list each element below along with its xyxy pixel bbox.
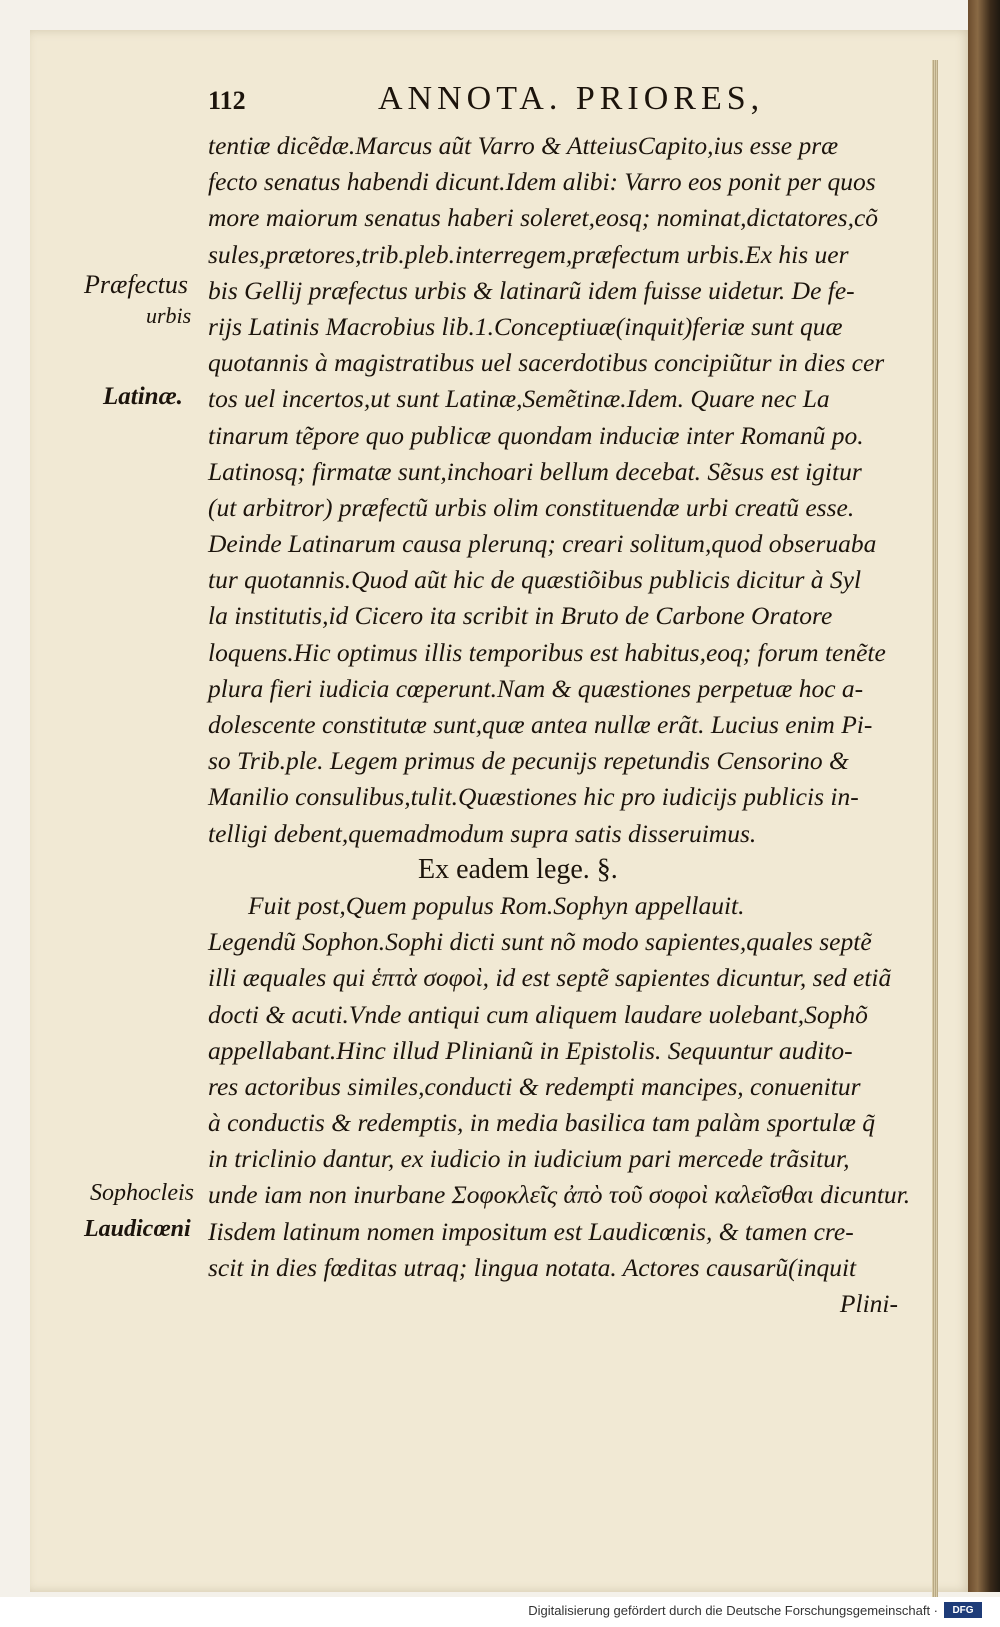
text-line: Latinosq; firmatæ sunt,inchoari bellum decebat. Sẽsus est igitur bbox=[208, 456, 862, 486]
text-line: unde iam non inurbane Σοφοκλεῖς ἀπὸ τοῦ σοφοὶ καλεῖσθαι dicuntur. bbox=[208, 1180, 911, 1210]
text-line: Manilio consulibus,tulit.Quæstiones hic pro iudicijs publicis in- bbox=[208, 782, 859, 812]
text-line: tos uel incertos,ut sunt Latinæ,Semẽtinæ.Idem. Quare nec La bbox=[208, 384, 830, 414]
text-line: illi æquales qui ἑπτὰ σοφοὶ, id est septẽ sapientes dicuntur, sed etiã bbox=[208, 963, 892, 993]
footer-bar bbox=[0, 1597, 1000, 1627]
text-line: à conductis & redemptis, in media basilica tam palàm sportulæ q̃ bbox=[208, 1108, 875, 1138]
catchword: Plini- bbox=[839, 1289, 898, 1318]
page-edge bbox=[932, 60, 938, 1622]
text-line: la institutis,id Cicero ita scribit in Bruto de Carbone Oratore bbox=[208, 601, 833, 631]
text-line: Legendũ Sophon.Sophi dicti sunt nõ modo sapientes,quales septẽ bbox=[208, 927, 872, 957]
text-line: tentiæ dicẽdæ.Marcus aũt Varro & AtteiusCapito,ius esse præ bbox=[208, 131, 839, 160]
text-line: scit in dies fœditas utraq; lingua notata. Actores causarũ(inquit bbox=[208, 1252, 857, 1282]
book-binding bbox=[968, 0, 1000, 1592]
lemma-line: Fuit post,Quem populus Rom.Sophyn appellauit. bbox=[248, 890, 745, 920]
text-line: Deinde Latinarum causa plerunq; creari solitum,quod obseruaba bbox=[208, 529, 877, 559]
text-line: loquens.Hic optimus illis temporibus est habitus,eoq; forum tenẽte bbox=[208, 637, 886, 667]
body-text bbox=[208, 128, 911, 1322]
text-line: appellabant.Hinc illud Plinianũ in Epistolis. Sequuntur audito- bbox=[208, 1035, 853, 1065]
text-line: fecto senatus habendi dicunt.Idem alibi: Varro eos ponit per quos bbox=[208, 167, 876, 197]
text-line: in triclinio dantur, ex iudicio in iudicium pari mercede trãsitur, bbox=[208, 1144, 850, 1174]
page-header bbox=[208, 80, 908, 124]
text-line: tur quotannis.Quod aũt hic de quæstiõibus publicis dicitur à Syl bbox=[208, 565, 862, 595]
page-number: 112 bbox=[208, 86, 246, 115]
margin-note-sophocleis: Sophocleis bbox=[90, 1180, 194, 1206]
text-line: rijs Latinis Macrobius lib.1.Conceptiuæ(inquit)feriæ sunt quæ bbox=[208, 311, 843, 341]
text-line: docti & acuti.Vnde antiqui cum aliquem laudare uolebant,Sophõ bbox=[208, 999, 868, 1029]
margin-note-latinae: Latinæ. bbox=[103, 383, 183, 410]
text-line: res actoribus similes,conducti & redempti mancipes, conuenitur bbox=[208, 1071, 861, 1101]
text-line: quotannis à magistratibus uel sacerdotibus concipiũtur in dies cer bbox=[208, 348, 885, 378]
text-line: Iisdem latinum nomen impositum est Laudicœnis, & tamen cre- bbox=[208, 1216, 854, 1246]
text-line: tinarum tẽpore quo publicæ quondam induciæ inter Romanũ po. bbox=[208, 420, 864, 450]
running-head: ANNOTA. PRIORES, bbox=[378, 80, 765, 117]
margin-note-praefectus: Præfectus bbox=[84, 270, 188, 299]
text-line: dolescente constitutæ sunt,quæ antea nullæ erãt. Lucius enim Pi- bbox=[208, 710, 873, 739]
text-line: more maiorum senatus haberi soleret,eosq; nominat,dictatores,cõ bbox=[208, 203, 879, 233]
text-line: so Trib.ple. Legem primus de pecunijs repetundis Censorino & bbox=[208, 746, 849, 776]
text-line: sules,prætores,trib.pleb.interregem,præfectum urbis.Ex his uer bbox=[208, 239, 849, 269]
text-line: bis Gellij præfectus urbis & latinarũ idem fuisse uidetur. De fe- bbox=[208, 275, 855, 305]
footer-credit: Digitalisierung gefördert durch die Deutsche Forschungsgemeinschaft · bbox=[528, 1603, 938, 1618]
dfg-logo-icon[interactable]: DFG bbox=[944, 1602, 982, 1618]
text-line: plura fieri iudicia cœperunt.Nam & quæstiones perpetuæ hoc a- bbox=[208, 673, 864, 703]
margin-note-laudicoeni: Laudicœni bbox=[84, 1216, 191, 1242]
section-heading: Ex eadem lege. §. bbox=[418, 853, 618, 885]
margin-note-urbis: urbis bbox=[146, 303, 192, 328]
text-line: telligi debent,quemadmodum supra satis disseruimus. bbox=[208, 818, 757, 848]
text-line: (ut arbitror) præfectũ urbis olim constituendæ urbi creatũ esse. bbox=[208, 492, 855, 522]
